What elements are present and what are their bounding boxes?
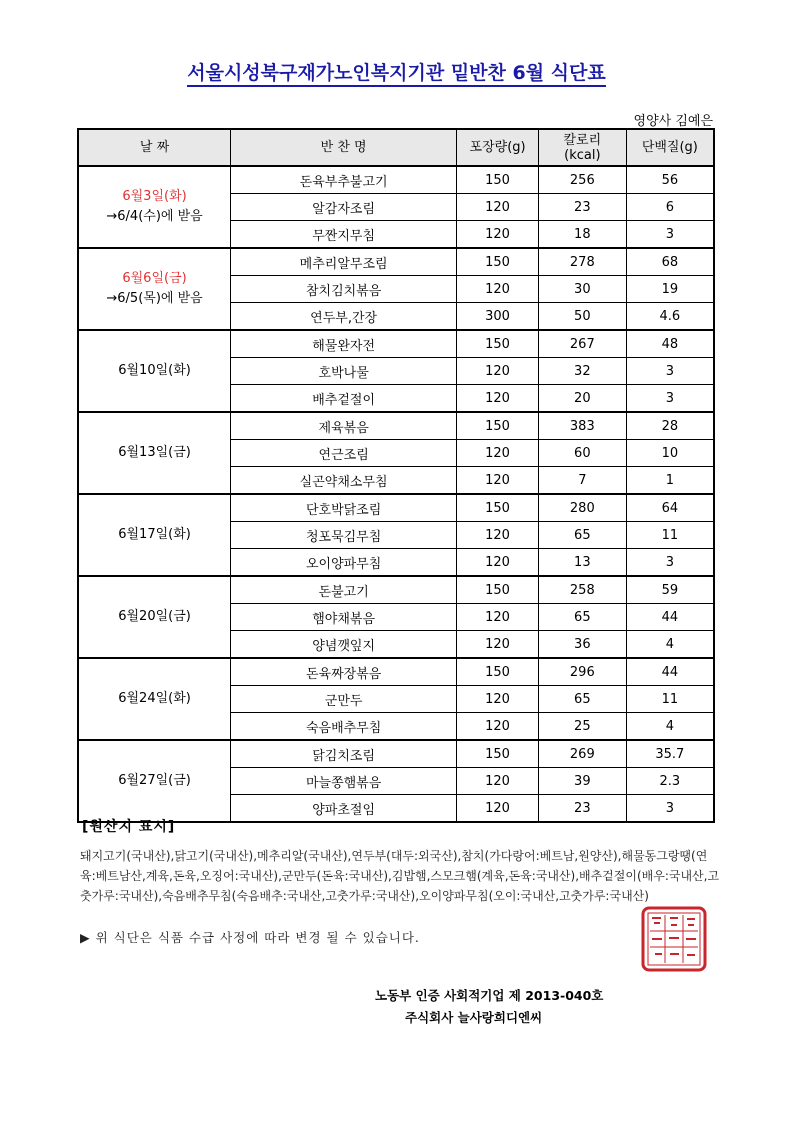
origin-title: [원산지 표시] bbox=[82, 819, 176, 835]
table-row bbox=[78, 330, 714, 358]
protein-cell: 64 bbox=[626, 494, 714, 522]
page-title bbox=[0, 58, 793, 85]
table-row bbox=[78, 412, 714, 440]
dish-cell: 양파초절임 bbox=[231, 795, 457, 823]
company-seal-stamp bbox=[640, 905, 708, 973]
menu-table bbox=[77, 128, 715, 823]
protein-cell: 59 bbox=[626, 576, 714, 604]
calorie-cell: 269 bbox=[538, 740, 626, 768]
weight-cell: 150 bbox=[457, 658, 539, 686]
calorie-cell: 50 bbox=[538, 303, 626, 331]
protein-cell: 4 bbox=[626, 713, 714, 741]
weight-cell: 150 bbox=[457, 166, 539, 194]
weight-cell: 120 bbox=[457, 795, 539, 823]
protein-cell: 56 bbox=[626, 166, 714, 194]
calorie-cell: 258 bbox=[538, 576, 626, 604]
weight-cell: 120 bbox=[457, 522, 539, 549]
protein-cell: 2.3 bbox=[626, 768, 714, 795]
notice-text: ▶ 위 식단은 식품 수급 사정에 따라 변경 될 수 있습니다. bbox=[80, 930, 420, 945]
date-label: 6월3일(화) bbox=[122, 189, 187, 204]
calorie-cell: 65 bbox=[538, 604, 626, 631]
protein-cell: 11 bbox=[626, 686, 714, 713]
protein-cell: 11 bbox=[626, 522, 714, 549]
company-info bbox=[375, 985, 603, 1029]
dish-cell: 돈불고기 bbox=[231, 576, 457, 604]
weight-cell: 120 bbox=[457, 467, 539, 495]
menu-table-body bbox=[78, 166, 714, 822]
nutritionist-label: 영양사 김예은 bbox=[633, 114, 713, 129]
protein-cell: 19 bbox=[626, 276, 714, 303]
weight-cell: 150 bbox=[457, 248, 539, 276]
protein-cell: 3 bbox=[626, 795, 714, 823]
calorie-cell: 278 bbox=[538, 248, 626, 276]
calorie-cell: 20 bbox=[538, 385, 626, 413]
weight-cell: 120 bbox=[457, 686, 539, 713]
date-cell bbox=[78, 412, 231, 494]
calorie-cell: 13 bbox=[538, 549, 626, 577]
header-dish: 반 찬 명 bbox=[231, 129, 457, 166]
dish-cell: 배추겉절이 bbox=[231, 385, 457, 413]
header-date: 날 짜 bbox=[78, 129, 231, 166]
dish-cell: 돈육부추불고기 bbox=[231, 166, 457, 194]
protein-cell: 4.6 bbox=[626, 303, 714, 331]
weight-cell: 150 bbox=[457, 412, 539, 440]
dish-cell: 메추리알무조림 bbox=[231, 248, 457, 276]
date-label: 6월27일(금) bbox=[118, 773, 191, 788]
protein-cell: 28 bbox=[626, 412, 714, 440]
weight-cell: 150 bbox=[457, 330, 539, 358]
weight-cell: 300 bbox=[457, 303, 539, 331]
protein-cell: 3 bbox=[626, 549, 714, 577]
delivery-note: →6/4(수)에 받음 bbox=[106, 209, 203, 224]
dish-cell: 닭김치조림 bbox=[231, 740, 457, 768]
dish-cell: 청포묵김무침 bbox=[231, 522, 457, 549]
calorie-cell: 60 bbox=[538, 440, 626, 467]
protein-cell: 3 bbox=[626, 385, 714, 413]
dish-cell: 알감자조림 bbox=[231, 194, 457, 221]
calorie-cell: 7 bbox=[538, 467, 626, 495]
date-label: 6월13일(금) bbox=[118, 445, 191, 460]
date-label: 6월10일(화) bbox=[118, 363, 191, 378]
protein-cell: 3 bbox=[626, 221, 714, 249]
company-certification: 노동부 인증 사회적기업 제 2013-040호 bbox=[375, 988, 604, 1003]
calorie-cell: 39 bbox=[538, 768, 626, 795]
table-row bbox=[78, 248, 714, 276]
weight-cell: 120 bbox=[457, 440, 539, 467]
calorie-cell: 296 bbox=[538, 658, 626, 686]
header-calorie-line2: (kcal) bbox=[564, 147, 601, 163]
dish-cell: 무짠지무침 bbox=[231, 221, 457, 249]
weight-cell: 120 bbox=[457, 385, 539, 413]
protein-cell: 35.7 bbox=[626, 740, 714, 768]
table-row bbox=[78, 658, 714, 686]
delivery-note: →6/5(목)에 받음 bbox=[106, 291, 203, 306]
date-label: 6월17일(화) bbox=[118, 527, 191, 542]
weight-cell: 120 bbox=[457, 768, 539, 795]
weight-cell: 120 bbox=[457, 604, 539, 631]
dish-cell: 마늘쫑햄볶음 bbox=[231, 768, 457, 795]
table-row bbox=[78, 740, 714, 768]
date-cell bbox=[78, 248, 231, 330]
dish-cell: 호박나물 bbox=[231, 358, 457, 385]
header-calorie-line1: 칼로리 bbox=[563, 132, 602, 148]
dish-cell: 오이양파무침 bbox=[231, 549, 457, 577]
weight-cell: 120 bbox=[457, 549, 539, 577]
page-title-text: 서울시성북구재가노인복지기관 밑반찬 6월 식단표 bbox=[187, 62, 606, 87]
protein-cell: 44 bbox=[626, 604, 714, 631]
table-row bbox=[78, 494, 714, 522]
calorie-cell: 36 bbox=[538, 631, 626, 659]
calorie-cell: 280 bbox=[538, 494, 626, 522]
calorie-cell: 383 bbox=[538, 412, 626, 440]
dish-cell: 군만두 bbox=[231, 686, 457, 713]
date-cell bbox=[78, 658, 231, 740]
weight-cell: 120 bbox=[457, 194, 539, 221]
date-cell bbox=[78, 166, 231, 248]
weight-cell: 120 bbox=[457, 631, 539, 659]
protein-cell: 1 bbox=[626, 467, 714, 495]
protein-cell: 6 bbox=[626, 194, 714, 221]
protein-cell: 68 bbox=[626, 248, 714, 276]
dish-cell: 햄야채볶음 bbox=[231, 604, 457, 631]
calorie-cell: 23 bbox=[538, 194, 626, 221]
protein-cell: 44 bbox=[626, 658, 714, 686]
weight-cell: 150 bbox=[457, 740, 539, 768]
calorie-cell: 65 bbox=[538, 522, 626, 549]
dish-cell: 숙음배추무침 bbox=[231, 713, 457, 741]
company-name: 주식회사 늘사랑희디엔씨 bbox=[405, 1010, 543, 1025]
weight-cell: 120 bbox=[457, 276, 539, 303]
calorie-cell: 65 bbox=[538, 686, 626, 713]
table-row bbox=[78, 166, 714, 194]
date-cell bbox=[78, 740, 231, 822]
date-label: 6월24일(화) bbox=[118, 691, 191, 706]
header-protein: 단백질(g) bbox=[626, 129, 714, 166]
calorie-cell: 23 bbox=[538, 795, 626, 823]
dish-cell: 양념깻잎지 bbox=[231, 631, 457, 659]
weight-cell: 150 bbox=[457, 576, 539, 604]
date-label: 6월6일(금) bbox=[122, 271, 187, 286]
dish-cell: 제육볶음 bbox=[231, 412, 457, 440]
dish-cell: 실곤약채소무침 bbox=[231, 467, 457, 495]
protein-cell: 4 bbox=[626, 631, 714, 659]
dish-cell: 돈육짜장볶음 bbox=[231, 658, 457, 686]
date-cell bbox=[78, 576, 231, 658]
weight-cell: 120 bbox=[457, 221, 539, 249]
date-label: 6월20일(금) bbox=[118, 609, 191, 624]
calorie-cell: 18 bbox=[538, 221, 626, 249]
calorie-cell: 267 bbox=[538, 330, 626, 358]
calorie-cell: 30 bbox=[538, 276, 626, 303]
header-calorie bbox=[538, 129, 626, 166]
dish-cell: 해물완자전 bbox=[231, 330, 457, 358]
protein-cell: 3 bbox=[626, 358, 714, 385]
calorie-cell: 25 bbox=[538, 713, 626, 741]
calorie-cell: 256 bbox=[538, 166, 626, 194]
origin-text: 돼지고기(국내산),닭고기(국내산),메추리알(국내산),연두부(대두:외국산),참치(가다랑어:베트남,원양산),해물동그랑땡(연육:베트남산,계육,돈육,오징어:국내산),군만두(돈육:국내산),김밥햄,스모크햄(계육,돈육:국내산),배추겉절이(배우:국내산,고춧가루:국내산),숙음배추무침(숙음배추:국내산,고춧가루:국내산),오이양파무침(오이:국내산,고춧가루:국내산) bbox=[80, 849, 720, 903]
calorie-cell: 32 bbox=[538, 358, 626, 385]
weight-cell: 150 bbox=[457, 494, 539, 522]
weight-cell: 120 bbox=[457, 713, 539, 741]
table-row bbox=[78, 576, 714, 604]
table-header-row bbox=[78, 129, 714, 166]
weight-cell: 120 bbox=[457, 358, 539, 385]
dish-cell: 단호박닭조림 bbox=[231, 494, 457, 522]
date-cell bbox=[78, 330, 231, 412]
date-cell bbox=[78, 494, 231, 576]
dish-cell: 참치김치볶음 bbox=[231, 276, 457, 303]
dish-cell: 연두부,간장 bbox=[231, 303, 457, 331]
dish-cell: 연근조림 bbox=[231, 440, 457, 467]
protein-cell: 48 bbox=[626, 330, 714, 358]
protein-cell: 10 bbox=[626, 440, 714, 467]
header-weight: 포장량(g) bbox=[457, 129, 539, 166]
